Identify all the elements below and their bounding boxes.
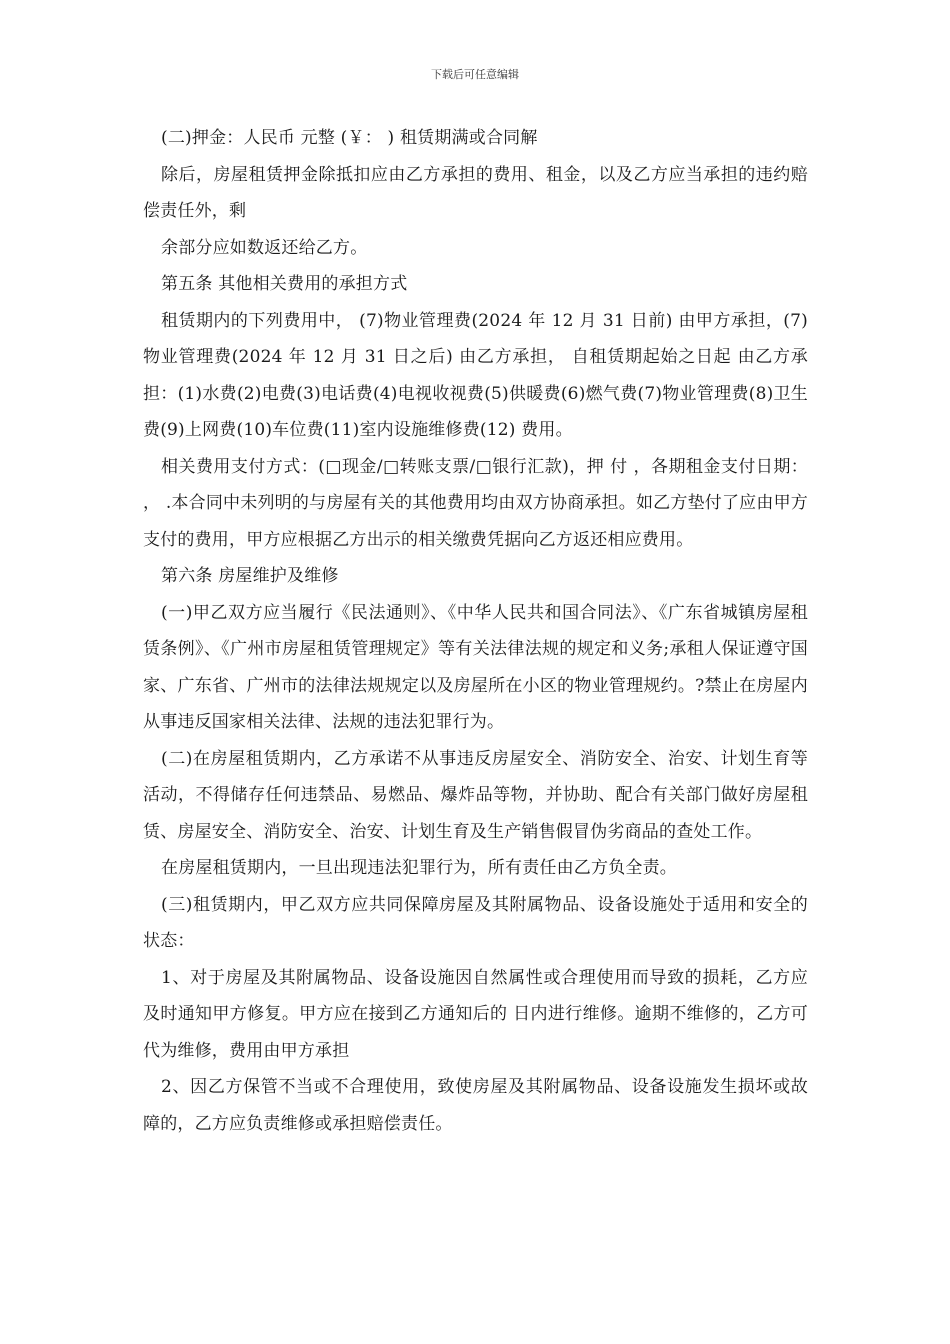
paragraph-fees: 租赁期内的下列费用中， (7)物业管理费(2024 年 12 月 31 日前) 由甲方承担，(7)物业管理费(2024 年 12 月 31 日之后) 由乙方承担， 自租赁期起始之日起 由乙方承担：(1)水费(2)电费(3)电话费(4)电视收视费(5)供暖费(6)燃气费(7)物业管理费(8)卫生费(9)上网费(10)车位费(11)室内设施维修费(12) 费用。 xyxy=(143,310,808,440)
paragraph-clause-1: (一)甲乙双方应当履行《民法通则》、《中华人民共和国合同法》、《广东省城镇房屋租赁条例》、《广州市房屋租赁管理规定》等有关法律法规的规定和义务;承租人保证遵守国家、广东省、广州市的法律法规规定以及房屋所在小区的物业管理规约。?禁止在房屋内从事违反国家相关法律、法规的违法犯罪行为。 xyxy=(143,602,808,732)
paragraph-item-2: 2、因乙方保管不当或不合理使用，致使房屋及其附属物品、设备设施发生损坏或故障的，乙方应负责维修或承担赔偿责任。 xyxy=(143,1077,808,1134)
paragraph-liability: 在房屋租赁期内，一旦出现违法犯罪行为，所有责任由乙方负全责。 xyxy=(161,858,677,878)
paragraph-deposit-cont: 除后，房屋租赁押金除抵扣应由乙方承担的费用、租金，以及乙方应当承担的违约赔偿责任外，剩 xyxy=(143,164,808,221)
article-5-heading: 第五条 其他相关费用的承担方式 xyxy=(161,274,408,294)
paragraph-deposit: (二)押金：人民币 元整 (￥： ) 租赁期满或合同解 xyxy=(161,128,538,148)
paragraph-clause-3: (三)租赁期内，甲乙双方应共同保障房屋及其附属物品、设备设施处于适用和安全的状态： xyxy=(143,894,808,951)
document-body xyxy=(143,120,808,1142)
paragraph-item-1: 1、对于房屋及其附属物品、设备设施因自然属性或合理使用而导致的损耗，乙方应及时通知甲方修复。甲方应在接到乙方通知后的 日内进行维修。逾期不维修的，乙方可代为维修，费用由甲方承担 xyxy=(143,967,808,1061)
page-header: 下载后可任意编辑 xyxy=(431,68,519,81)
paragraph-payment-method: 相关费用支付方式：(□现金/□转账支票/□银行汇款)，押 付 ，各期租金支付日期： ， .本合同中未列明的与房屋有关的其他费用均由双方协商承担。如乙方垫付了应由甲方支付的费用，甲方应根据乙方出示的相关缴费凭据向乙方返还相应费用。 xyxy=(143,456,808,550)
paragraph-deposit-refund: 余部分应如数返还给乙方。 xyxy=(161,237,368,258)
article-6-heading: 第六条 房屋维护及维修 xyxy=(161,566,339,586)
paragraph-clause-2: (二)在房屋租赁期内，乙方承诺不从事违反房屋安全、消防安全、治安、计划生育等活动，不得储存任何违禁品、易燃品、爆炸品等物，并协助、配合有关部门做好房屋租赁、房屋安全、消防安全、治安、计划生育及生产销售假冒伪劣商品的查处工作。 xyxy=(143,748,808,842)
